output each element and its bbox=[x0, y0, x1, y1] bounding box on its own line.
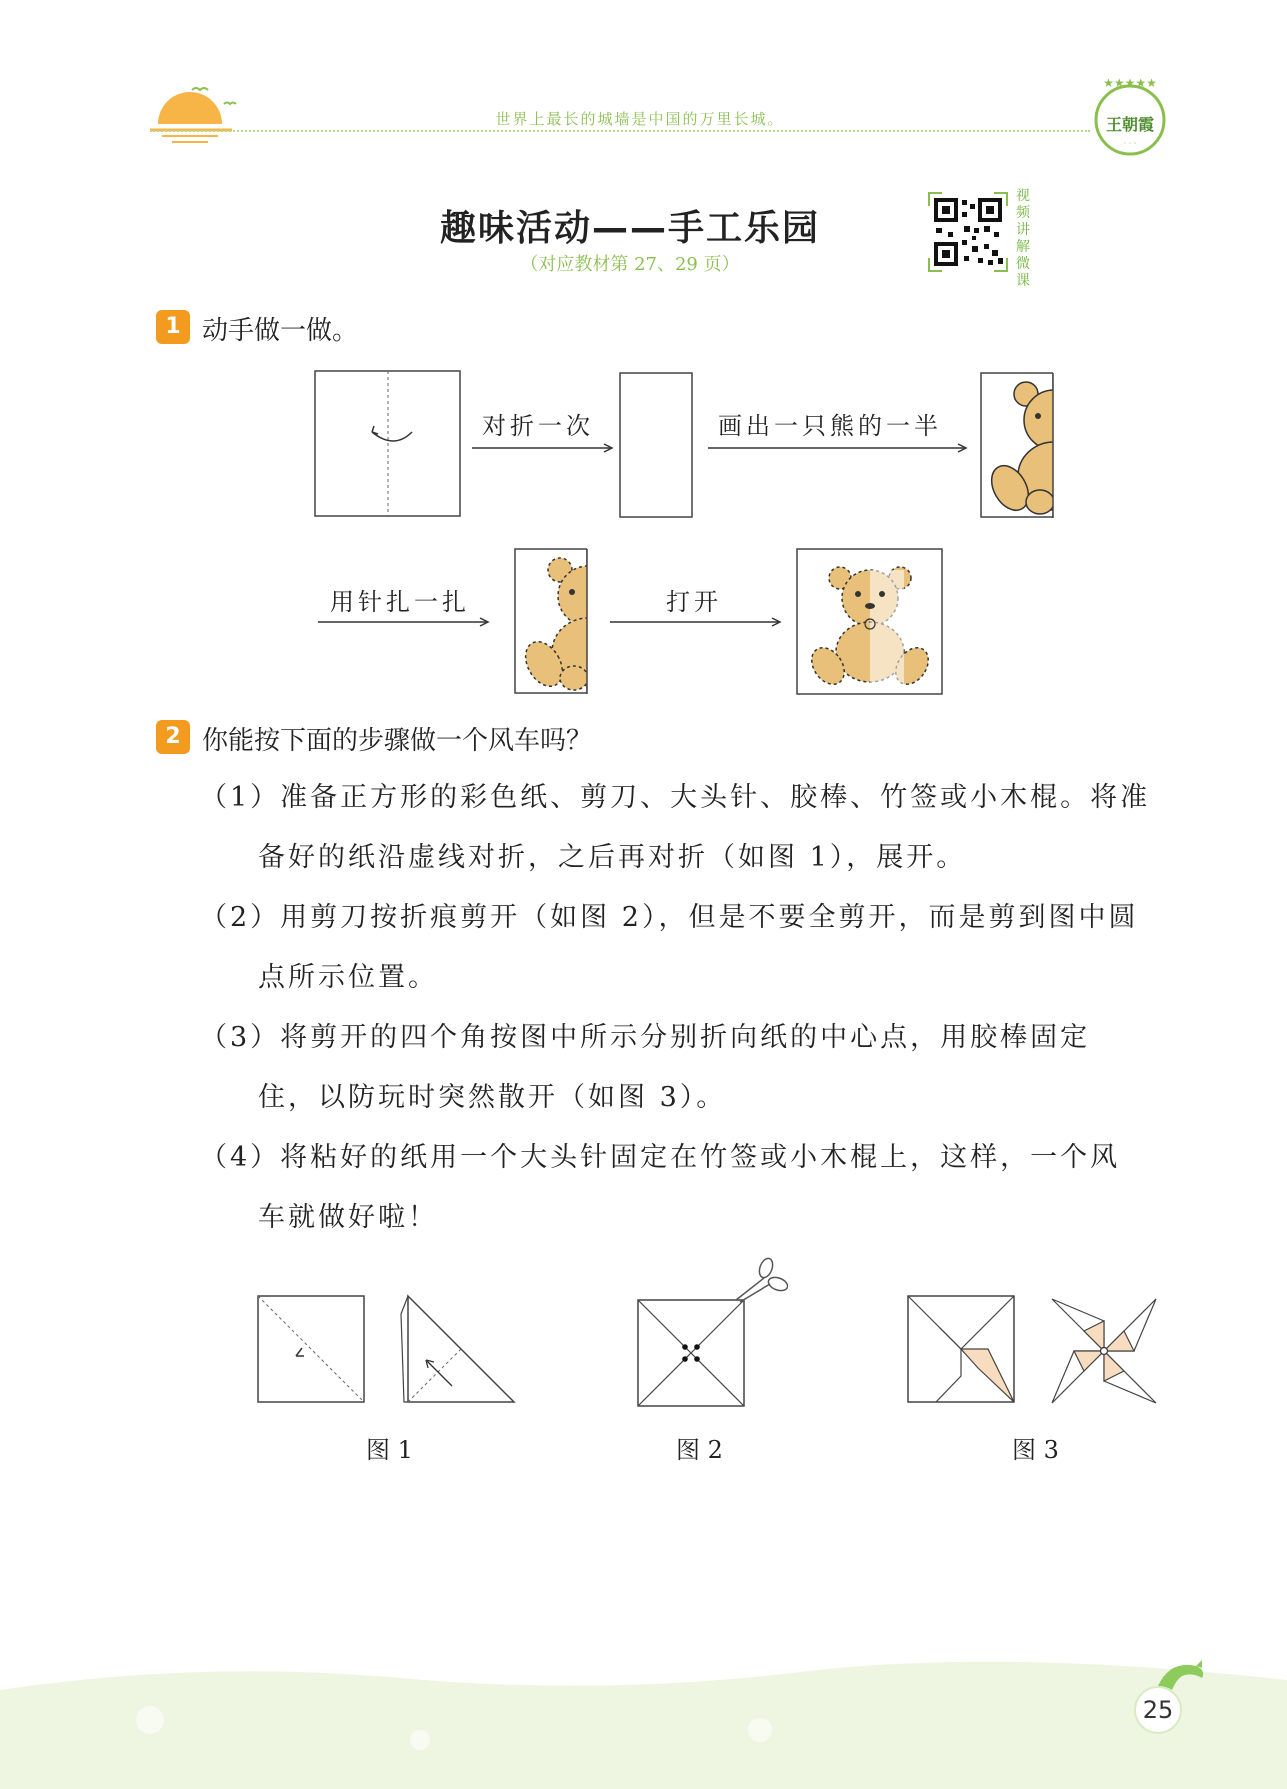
qr-code-icon[interactable] bbox=[928, 192, 1008, 272]
pinned-half-bear-figure bbox=[514, 548, 590, 696]
arrow-right-icon bbox=[470, 438, 616, 458]
label-draw-half: 画出一只熊的一半 bbox=[718, 412, 942, 440]
footer-green-wave bbox=[0, 1650, 1287, 1789]
question-2-badge: 2 bbox=[156, 720, 190, 754]
square-paper-figure bbox=[314, 370, 462, 518]
page-number: 25 bbox=[1134, 1686, 1182, 1734]
figure-1-fold-diagram bbox=[256, 1294, 524, 1408]
arrow-right-icon bbox=[706, 438, 970, 458]
step-1 bbox=[200, 768, 1160, 888]
figure-3-pinwheel-diagram bbox=[906, 1294, 1162, 1408]
half-bear-drawing-figure bbox=[980, 372, 1056, 520]
step-1-line-1: （1）准备正方形的彩色纸、剪刀、大头针、胶棒、竹签或小木棍。将准 bbox=[200, 782, 1151, 813]
figure-1-caption: 图 1 bbox=[366, 1436, 413, 1464]
svg-text:· · ·: · · · bbox=[1123, 139, 1137, 148]
full-bear-figure bbox=[796, 548, 944, 696]
step-3-line-1: （3）将剪开的四个角按图中所示分别折向纸的中心点，用胶棒固定 bbox=[200, 1022, 1091, 1053]
question-1-text: 动手做一做。 bbox=[202, 316, 359, 346]
brand-name: 王朝霞 bbox=[1105, 115, 1154, 134]
label-fold-once: 对折一次 bbox=[482, 412, 594, 440]
folded-paper-figure bbox=[619, 372, 695, 520]
page-subtitle: （对应教材第 27、29 页） bbox=[520, 254, 740, 275]
step-1-line-2: 备好的纸沿虚线对折，之后再对折（如图 1），展开。 bbox=[258, 842, 967, 873]
header-motto: 世界上最长的城墙是中国的万里长城。 bbox=[495, 110, 785, 128]
arrow-right-icon bbox=[608, 612, 784, 632]
step-3-line-2: 住，以防玩时突然散开（如图 3）。 bbox=[258, 1082, 727, 1113]
step-4-line-1: （4）将粘好的纸用一个大头针固定在竹签或小木棍上，这样，一个风 bbox=[200, 1142, 1121, 1173]
qr-label: 视频讲解微课 bbox=[1016, 188, 1030, 289]
step-4-line-2: 车就做好啦！ bbox=[258, 1202, 438, 1233]
step-4 bbox=[200, 1128, 1160, 1248]
svg-text:★★★★★: ★★★★★ bbox=[1103, 76, 1157, 90]
arrow-right-icon bbox=[316, 612, 492, 632]
scissors-icon bbox=[736, 1257, 788, 1302]
figure-2-caption: 图 2 bbox=[676, 1436, 723, 1464]
page-title: 趣味活动——手工乐园 bbox=[439, 208, 820, 249]
sunset-logo-icon bbox=[140, 80, 240, 150]
figure-3-caption: 图 3 bbox=[1012, 1436, 1059, 1464]
header-divider bbox=[150, 130, 1090, 132]
step-2 bbox=[200, 888, 1160, 1008]
question-1-badge: 1 bbox=[156, 310, 190, 344]
step-2-line-2: 点所示位置。 bbox=[258, 962, 438, 993]
label-pin: 用针扎一扎 bbox=[330, 588, 470, 616]
label-open: 打开 bbox=[666, 588, 722, 616]
question-2-text: 你能按下面的步骤做一个风车吗？ bbox=[202, 726, 593, 756]
step-2-line-1: （2）用剪刀按折痕剪开（如图 2），但是不要全剪开，而是剪到图中圆 bbox=[200, 902, 1139, 933]
figure-2-cut-diagram bbox=[636, 1254, 788, 1410]
step-3 bbox=[200, 1008, 1160, 1128]
